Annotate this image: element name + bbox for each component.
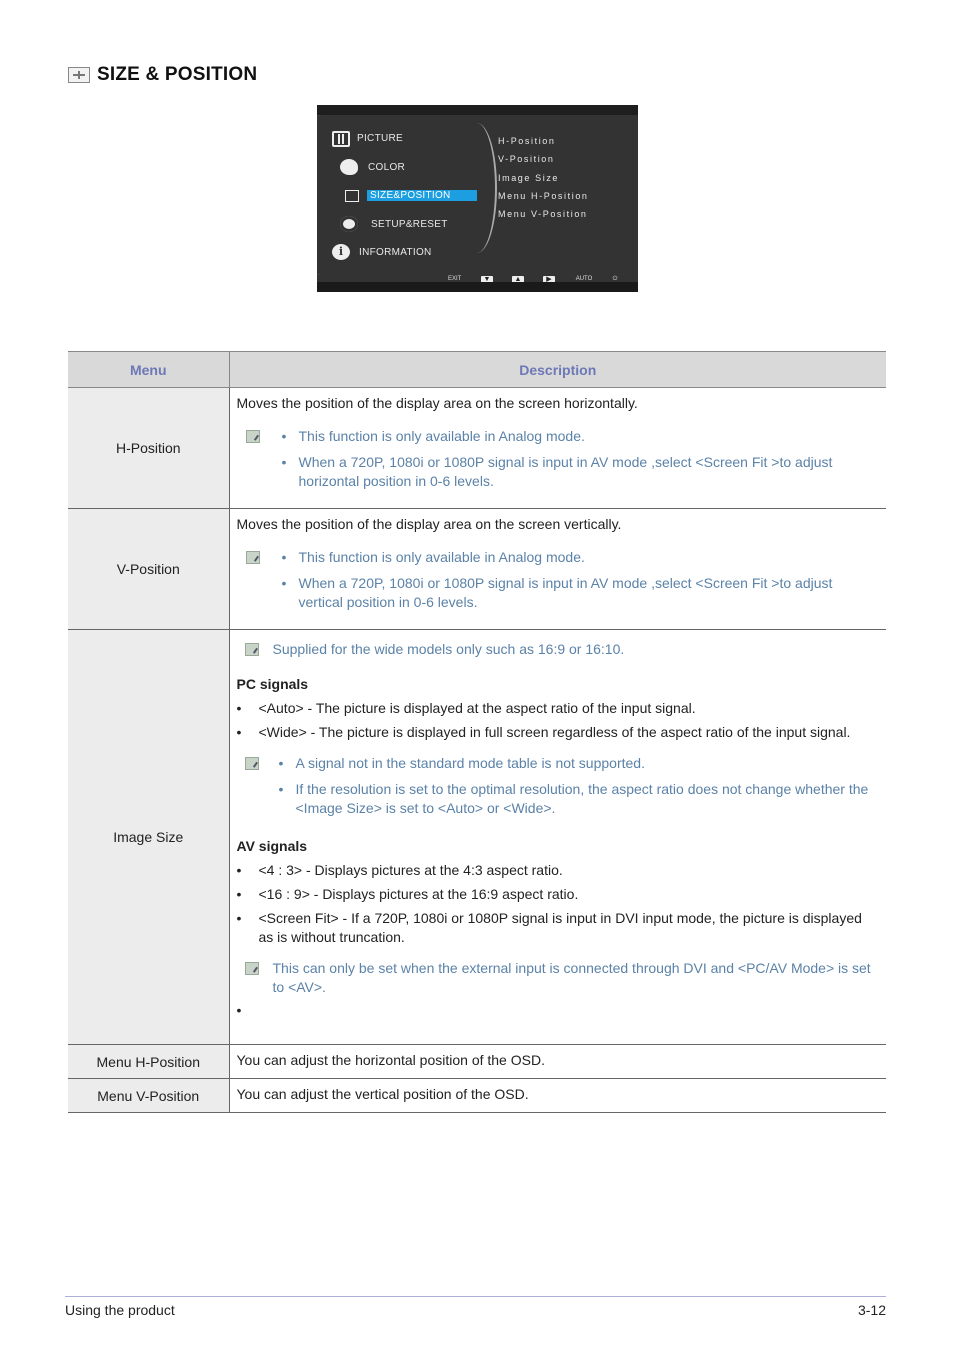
page-footer <box>65 1296 886 1318</box>
osd-submenu-h-position[interactable]: H-Position <box>498 136 556 146</box>
list-item: • <16 : 9> - Displays pictures at the 16:9 aspect ratio. <box>236 886 579 902</box>
table-row <box>68 509 886 630</box>
list-item: • <Wide> - The picture is displayed in full screen regardless of the aspect ratio of the input signal. <box>236 724 851 740</box>
pc-signals-heading: PC signals <box>236 676 309 692</box>
list-item: • When a 720P, 1080i or 1080P signal is input in AV mode ,select <Screen Fit >to adjust vertical position in 0-6 levels. <box>281 575 833 610</box>
power-icon: ⏻ <box>612 276 618 282</box>
osd-separator-arc <box>457 123 497 253</box>
osd-up-button[interactable]: ▲ ▼ <box>512 276 524 285</box>
description-text: Moves the position of the display area on the screen horizontally. <box>236 395 638 411</box>
section-title-text: SIZE & POSITION <box>97 64 258 85</box>
arrow-down-icon: ▼ <box>481 276 493 283</box>
note-icon <box>245 757 259 770</box>
note-icon <box>245 962 259 975</box>
menu-cell: Menu H-Position <box>68 1045 229 1079</box>
note-block <box>237 754 879 818</box>
av-signals-heading: AV signals <box>236 838 308 854</box>
note-block <box>237 427 879 491</box>
list-item: • <Screen Fit> - If a 720P, 1080i or 1080P signal is input in DVI input mode, the picture is displayed as is without truncation. <box>236 910 862 945</box>
osd-menu-picture[interactable]: PICTURE <box>357 133 403 144</box>
osd-power-button[interactable]: ⏻ ▼ <box>609 276 621 285</box>
osd-screenshot <box>317 105 638 292</box>
osd-menu-setup-reset[interactable]: SETUP&RESET <box>371 219 448 230</box>
gear-icon <box>340 216 358 232</box>
description-cell: You can adjust the horizontal position of the OSD. <box>229 1045 886 1079</box>
note-block: Supplied for the wide models only such as 16:9 or 16:10. <box>237 640 879 659</box>
osd-submenu-image-size[interactable]: Image Size <box>498 173 560 183</box>
size-position-icon <box>68 67 90 83</box>
osd-menu-size-position[interactable]: SIZE&POSITION <box>367 190 477 201</box>
menu-cell: Image Size <box>68 630 229 1045</box>
arrow-up-icon: ▲ <box>512 276 524 283</box>
footer-chapter: Using the product <box>65 1302 175 1318</box>
section-title <box>68 64 257 86</box>
description-text: Moves the position of the display area on the screen vertically. <box>236 516 622 532</box>
menu-cell: Menu V-Position <box>68 1079 229 1113</box>
description-column-header: Description <box>229 352 886 388</box>
picture-icon <box>332 131 350 147</box>
note-block: This can only be set when the external input is connected through DVI and <PC/AV Mode> is set to <AV>. <box>237 959 879 997</box>
note-icon <box>245 643 259 656</box>
note-block <box>237 548 879 612</box>
page-number: 3-12 <box>857 1302 886 1318</box>
description-cell <box>229 509 886 630</box>
osd-exit-button[interactable]: EXIT ▼ <box>448 276 462 289</box>
list-item: • If the resolution is set to the optimal resolution, the aspect ratio does not change whether the <Image Size> is set to <Auto> or <Wide>. <box>278 781 869 816</box>
menu-cell: V-Position <box>68 509 229 630</box>
info-icon: i <box>332 244 350 260</box>
menu-column-header: Menu <box>68 352 229 388</box>
table-row <box>68 630 886 1045</box>
table-row <box>68 388 886 509</box>
description-cell: You can adjust the vertical position of the OSD. <box>229 1079 886 1113</box>
list-item: • When a 720P, 1080i or 1080P signal is input in AV mode ,select <Screen Fit >to adjust horizontal position in 0-6 levels. <box>281 454 833 489</box>
description-cell <box>229 630 886 1045</box>
list-item: • <Auto> - The picture is displayed at the aspect ratio of the input signal. <box>236 700 696 716</box>
list-item: • This function is only available in Analog mode. <box>281 428 585 444</box>
note-icon <box>246 551 260 564</box>
note-icon <box>246 430 260 443</box>
osd-down-button[interactable]: ▼ ▼ <box>481 276 493 285</box>
settings-table <box>68 351 886 1113</box>
description-cell <box>229 388 886 509</box>
menu-cell: H-Position <box>68 388 229 509</box>
osd-enter-button[interactable]: ▶ ▼ <box>543 276 555 285</box>
osd-auto-button[interactable]: AUTO ▼ <box>575 276 593 289</box>
osd-menu-information[interactable]: INFORMATION <box>359 247 432 258</box>
size-position-icon <box>345 190 359 202</box>
play-icon: ▶ <box>543 276 555 283</box>
osd-menu-color[interactable]: COLOR <box>368 162 406 173</box>
table-row <box>68 1045 886 1079</box>
empty-bullet: • <box>236 1002 242 1018</box>
list-item: • A signal not in the standard mode table is not supported. <box>278 755 645 771</box>
list-item: • This function is only available in Analog mode. <box>281 549 585 565</box>
table-row <box>68 1079 886 1113</box>
osd-submenu-v-position[interactable]: V-Position <box>498 154 555 164</box>
osd-submenu-menu-v-position[interactable]: Menu V-Position <box>498 209 588 219</box>
osd-submenu-menu-h-position[interactable]: Menu H-Position <box>498 191 589 201</box>
color-palette-icon <box>340 159 358 175</box>
list-item: • <4 : 3> - Displays pictures at the 4:3 aspect ratio. <box>236 862 563 878</box>
